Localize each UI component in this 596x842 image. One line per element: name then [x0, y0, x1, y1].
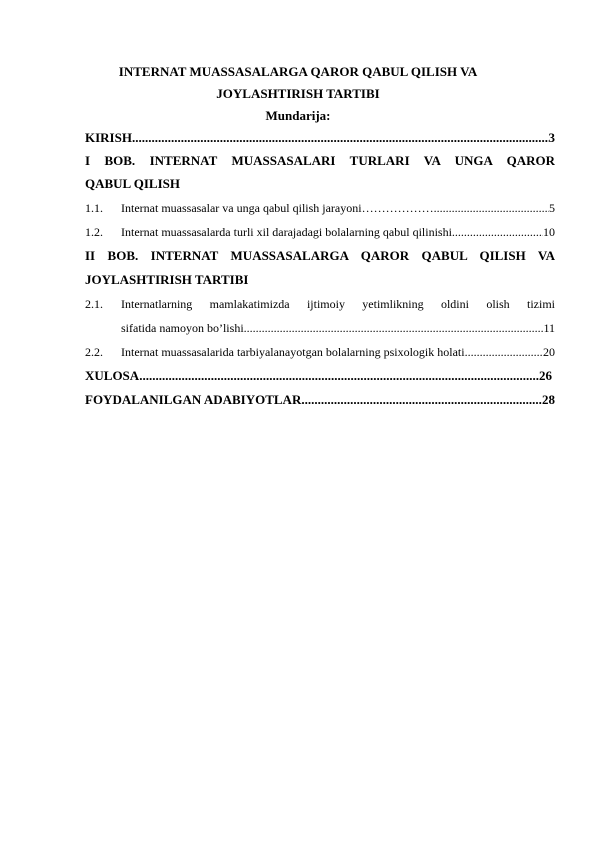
toc-entry-1-2: [85, 224, 555, 240]
document-title-line-2: JOYLASHTIRISH TARTIBI: [216, 86, 380, 101]
toc-page-number: 11: [543, 321, 555, 335]
toc-entry-label: Internat muassasalarda turli xil darajadagi bolalarning qabul qilinishi: [121, 225, 452, 239]
toc-leader-dots: [452, 224, 543, 240]
toc-page-number: 26: [539, 368, 552, 383]
toc-chapter-2-line-2: JOYLASHTIRISH TARTIBI: [85, 272, 249, 287]
toc-section-number: 1.1.: [85, 201, 103, 215]
toc-leader-dots: [465, 344, 543, 360]
contents-heading: Mundarija:: [265, 108, 331, 123]
toc-entry-label: Internat muassasalarida tarbiyalanayotgan bolalarning psixologik holati: [121, 345, 465, 359]
toc-entry-label-line-1: Internatlarning mamlakatimizda ijtimoiy yetimlikning oldini olish tizimi: [121, 297, 555, 311]
toc-chapter-1-line-2: QABUL QILISH: [85, 176, 181, 191]
toc-entry-2-1-continued: [121, 320, 555, 336]
toc-page-number: 3: [548, 130, 555, 145]
toc-entry-references: [85, 392, 555, 408]
toc-section-number: 2.1.: [85, 297, 103, 311]
toc-leader-dots: [139, 368, 539, 384]
toc-leader-dots: [244, 320, 544, 336]
toc-page-number: 5: [549, 201, 555, 215]
toc-entry-conclusion: [85, 368, 552, 384]
toc-entry-label: Internat muassasalar va unga qabul qilish jarayoni………………: [121, 201, 434, 215]
toc-leader-dots: [132, 130, 549, 146]
toc-entry-1-1: [85, 200, 555, 216]
toc-chapter-2-line-1: II BOB. INTERNAT MUASSASALARGA QAROR QABUL QILISH VA: [85, 248, 555, 263]
toc-section-number: 2.2.: [85, 345, 103, 359]
toc-leader-dots: [434, 200, 549, 216]
toc-entry-label-line-2: sifatida namoyon bo’lishi: [121, 321, 244, 335]
toc-page-number: 20: [543, 345, 555, 359]
toc-entry-2-1: [85, 296, 555, 312]
toc-page-number: 28: [542, 392, 555, 407]
toc-section-number: 1.2.: [85, 225, 103, 239]
toc-entry-label: FOYDALANILGAN ADABIYOTLAR: [85, 392, 302, 407]
toc-entry-2-2: [85, 344, 555, 360]
toc-leader-dots: [301, 392, 542, 408]
toc-entry-label: KIRISH: [85, 130, 132, 145]
toc-entry-label: XULOSA: [85, 368, 140, 383]
toc-page-number: 10: [543, 225, 555, 239]
toc-entry-intro: [85, 130, 555, 146]
document-title-line-1: INTERNAT MUASSASALARGA QAROR QABUL QILISH VA: [118, 64, 478, 79]
toc-chapter-1-line-1: I BOB. INTERNAT MUASSASALARI TURLARI VA UNGA QAROR: [85, 153, 555, 168]
